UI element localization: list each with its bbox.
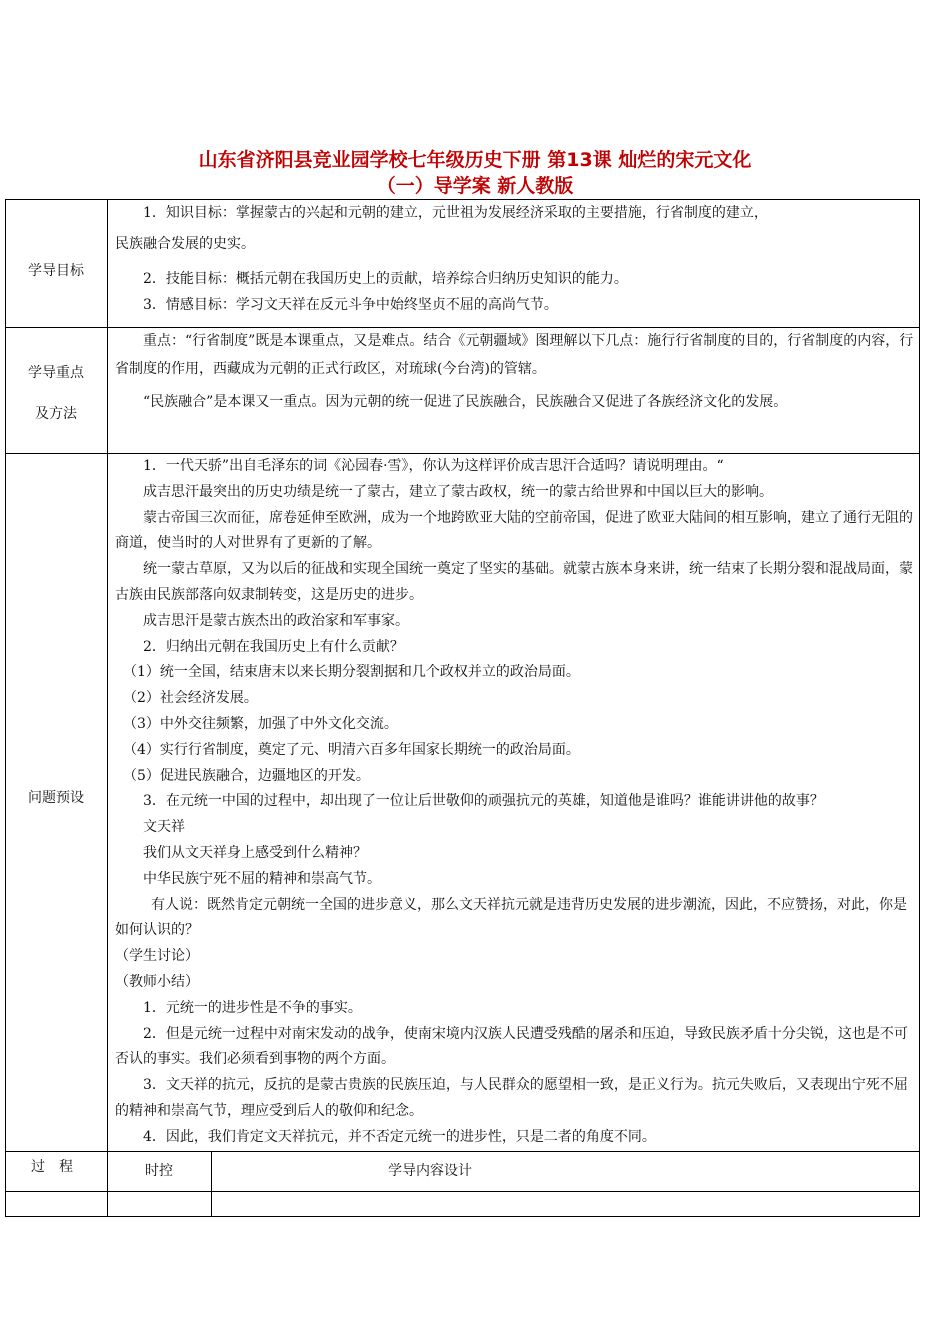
focus-paragraph-2: “民族融合”是本课又一重点。因为元朝的统一促进了民族融合，民族融合又促进了各族经济文化的发展。 [143,394,788,410]
goal-line: 2．技能目标：概括元朝在我国历史上的贡献，培养综合归纳历史知识的能力。 [143,271,628,287]
column-divider [107,199,108,1217]
focus-label-line1: 学导重点 [28,365,84,381]
questions-content [115,454,915,1151]
question-paragraph: 统一蒙古草原，又为以后的征战和实现全国统一奠定了坚实的基础。就蒙古族本身来讲，统一结束了长期分裂和混战局面，蒙古族由民族部落向奴隶制转变，这是历史的进步。 [115,561,913,603]
question-paragraph: （5）促进民族融合，边疆地区的开发。 [123,767,370,784]
table-border-left [5,199,6,1217]
question-paragraph: 2．归纳出元朝在我国历史上有什么贡献？ [143,638,404,655]
lesson-plan-table [5,199,920,1217]
question-paragraph: 1．元统一的进步性是不争的事实。 [143,999,362,1016]
question-paragraph: （教师小结） [115,973,199,990]
goals-label: 学导目标 [28,263,84,279]
question-paragraph: （2）社会经济发展。 [123,690,258,707]
table-border-bottom [5,1216,920,1217]
question-paragraph: 4．因此，我们肯定文天祥抗元，并不否定元统一的进步性，只是二者的角度不同。 [143,1128,656,1145]
goal-line: 民族融合发展的史实。 [115,236,255,252]
focus-content [115,327,915,415]
question-paragraph: 中华民族宁死不屈的精神和崇高气节。 [143,870,381,887]
questions-label: 问题预设 [28,790,84,806]
goals-content [115,199,915,319]
row-divider [5,1151,920,1152]
question-paragraph: 有人说：既然肯定元朝统一全国的进步意义，那么文天祥抗元就是违背历史发展的进步潮流，因此，不应赞扬，对此，你是如何认识的？ [115,896,907,939]
document-title-line2: （一）导学案 新人教版 [376,175,574,197]
question-paragraph: （3）中外交往频繁，加强了中外文化交流。 [123,715,398,732]
process-label: 过 程 [31,1159,73,1175]
question-paragraph: 文天祥 [143,819,185,836]
question-paragraph: 3．文天祥的抗元，反抗的是蒙古贵族的民族压迫，与人民群众的愿望相一致，是正义行为。抗元失败后，又表现出宁死不屈的精神和崇高气节，理应受到后人的敬仰和纪念。 [115,1077,908,1119]
question-paragraph: 3．在元统一中国的过程中，却出现了一位让后世敬仰的顽强抗元的英雄，知道他是谁吗？谁能讲讲他的故事？ [143,793,824,810]
column-divider-time [211,1151,212,1217]
table-border-right [919,199,920,1217]
document-title-line1: 山东省济阳县竞业园学校七年级历史下册 第13课 灿烂的宋元文化 [198,149,752,171]
content-design-header: 学导内容设计 [388,1163,472,1179]
time-control-header: 时控 [145,1163,173,1179]
row-divider [5,1191,920,1192]
question-paragraph: 2．但是元统一过程中对南宋发动的战争，使南宋境内汉族人民遭受残酷的屠杀和压迫，导致民族矛盾十分尖锐，这也是不可否认的事实。我们必须看到事物的两个方面。 [115,1025,908,1068]
question-paragraph: 蒙古帝国三次而征，席卷延伸至欧洲，成为一个地跨欧亚大陆的空前帝国，促进了欧亚大陆间的相互影响，建立了通行无阻的商道，使当时的人对世界有了更新的了解。 [115,509,913,552]
goal-line: 1．知识目标：掌握蒙古的兴起和元朝的建立，元世祖为发展经济采取的主要措施，行省制度的建立， [143,205,768,221]
question-paragraph: （4）实行行省制度，奠定了元、明清六百多年国家长期统一的政治局面。 [123,741,580,758]
focus-label-line2: 及方法 [35,406,77,422]
goal-line: 3．情感目标：学习文天祥在反元斗争中始终坚贞不屈的高尚气节。 [143,296,558,313]
question-paragraph: 1．一代天骄”出自毛泽东的词《沁园春·雪》，你认为这样评价成吉思汗合适吗？请说明理由。“ [143,458,724,474]
question-paragraph: 成吉思汗是蒙古族杰出的政治家和军事家。 [143,612,409,629]
question-paragraph: （1）统一全国，结束唐末以来长期分裂割据和几个政权并立的政治局面。 [123,664,580,681]
question-paragraph: （学生讨论） [115,948,199,965]
question-paragraph: 我们从文天祥身上感受到什么精神？ [143,844,367,861]
focus-paragraph-1: 重点：“行省制度”既是本课重点，又是难点。结合《元朝疆域》图理解以下几点：施行行省制度的目的，行省制度的内容，行省制度的作用，西藏成为元朝的正式行政区，对琉球(今台湾)的管辖。 [115,333,914,377]
question-paragraph: 成吉思汗最突出的历史功绩是统一了蒙古，建立了蒙古政权，统一的蒙古给世界和中国以巨大的影响。 [143,483,773,500]
